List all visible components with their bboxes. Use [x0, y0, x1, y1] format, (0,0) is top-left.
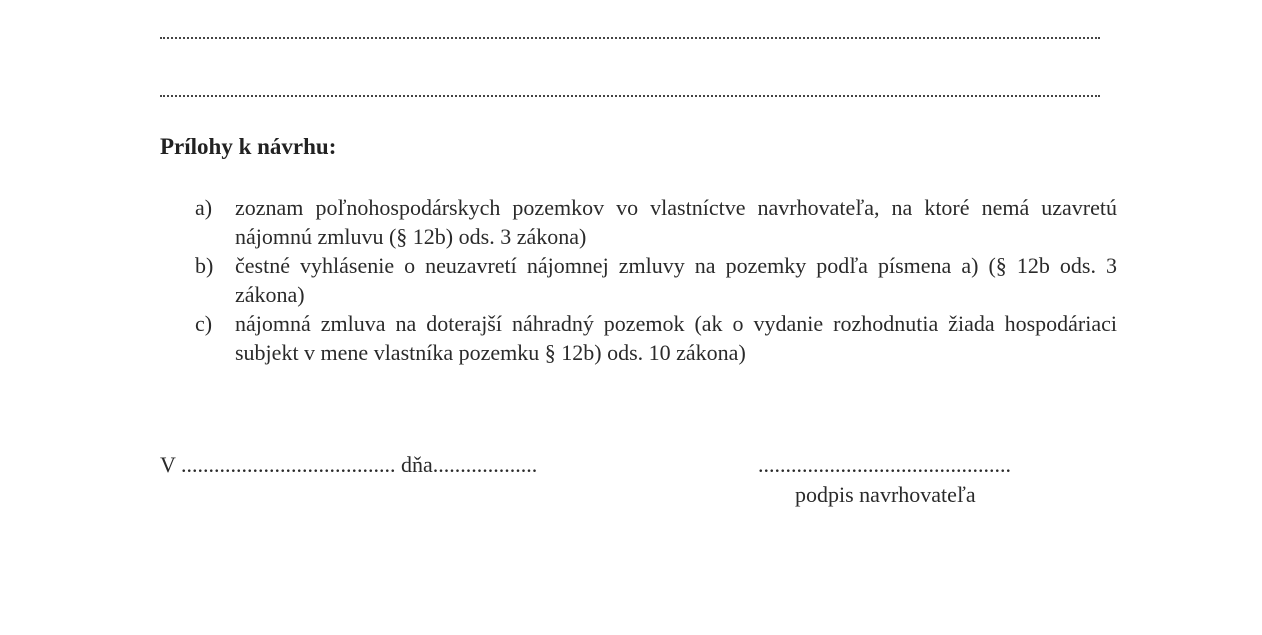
list-item [195, 251, 1117, 309]
list-item [195, 309, 1117, 367]
blank-line-1 [160, 37, 1100, 39]
place-date-line: V ....................................... dňa................... [160, 452, 538, 477]
blank-line-2 [160, 95, 1100, 97]
list-item [195, 193, 1117, 251]
list-marker: b) [195, 253, 214, 278]
signature-line: .............................................. [758, 452, 1011, 477]
attachments-heading: Prílohy k návrhu: [160, 134, 337, 159]
list-marker: a) [195, 195, 213, 220]
attachments-list [195, 193, 1117, 367]
list-item-text: nájomná zmluva na doterajší náhradný pozemok (ak o vydanie rozhodnutia žiada hospodáriaci subjekt v mene vlastníka pozemku § 12b) ods. 10 zákona) [235, 311, 1117, 365]
list-item-text: čestné vyhlásenie o neuzavretí nájomnej zmluvy na pozemky podľa písmena a) (§ 12b ods. 3 zákona) [235, 253, 1117, 307]
list-item-text: zoznam poľnohospodárskych pozemkov vo vlastníctve navrhovateľa, na ktoré nemá uzavretú nájomnú zmluvu (§ 12b) ods. 3 zákona) [235, 195, 1117, 249]
list-marker: c) [195, 311, 213, 336]
signature-caption: podpis navrhovateľa [795, 482, 976, 507]
